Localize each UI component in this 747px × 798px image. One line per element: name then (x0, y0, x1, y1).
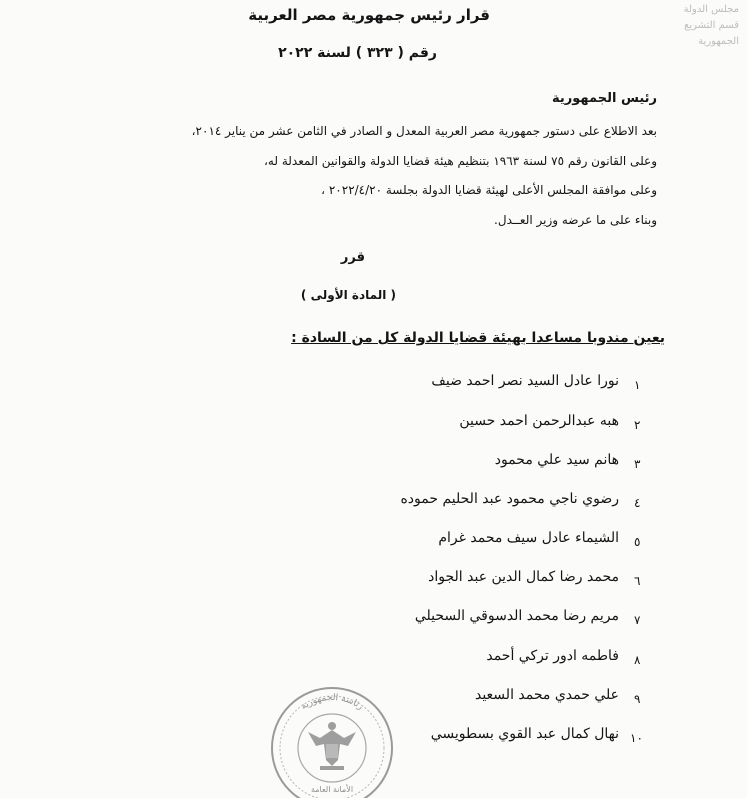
item-name: الشيماء عادل سيف محمد غرام (438, 530, 619, 546)
preamble-line: وبناء على ما عرضه وزير العــدل. (494, 213, 657, 227)
corner-stamp-line-2: قسم التشريع (684, 20, 739, 31)
decision-heading: قرر (340, 250, 365, 265)
item-name: هانم سيد علي محمود (494, 452, 619, 468)
preamble-line: وعلى موافقة المجلس الأعلى لهيئة قضايا الدولة بجلسة ٢٠٢٢/٤/٢٠ ، (321, 183, 657, 197)
item-name: محمد رضا كمال الدين عبد الجواد (428, 569, 619, 585)
svg-text:رئاسة الجمهورية: رئاسة الجمهورية (299, 692, 365, 713)
item-number: ١٠ (630, 731, 643, 745)
item-number: ٨ (634, 653, 641, 667)
item-name: رضوي ناجي محمود عبد الحليم حموده (400, 491, 619, 507)
item-number: ٢ (634, 418, 641, 432)
preamble-heading: رئيس الجمهورية (552, 91, 657, 106)
item-number: ٦ (634, 574, 641, 588)
preamble-line: وعلى القانون رقم ٧٥ لسنة ١٩٦٣ بتنظيم هيئة قضايا الدولة والقوانين المعدلة له، (264, 154, 657, 168)
svg-text:الأمانة العامة: الأمانة العامة (310, 785, 354, 794)
decree-number: رقم ( ٣٢٣ ) لسنة ٢٠٢٢ (278, 45, 437, 61)
item-name: هبه عبدالرحمن احمد حسين (459, 413, 619, 429)
appointment-intro: يعين مندوبا مساعدا بهيئة قضايا الدولة كل من السادة : (291, 330, 665, 346)
corner-stamp-line-1: مجلس الدولة (683, 4, 739, 15)
item-number: ٣ (634, 457, 641, 471)
item-name: فاطمه ادور تركي أحمد (486, 648, 619, 664)
decree-title: قرار رئيس جمهورية مصر العربية (248, 6, 490, 24)
item-number: ٤ (634, 496, 641, 510)
item-name: نورا عادل السيد نصر احمد ضيف (431, 373, 619, 389)
item-name: علي حمدي محمد السعيد (474, 687, 619, 703)
preamble-line: بعد الاطلاع على دستور جمهورية مصر العربية المعدل و الصادر في الثامن عشر من يناير ٢٠١٤، (191, 124, 657, 138)
item-name: مريم رضا محمد الدسوقي السحيلي (414, 608, 619, 624)
item-number: ٩ (634, 692, 641, 706)
eagle-seal-icon (262, 668, 402, 798)
corner-stamp-line-3: الجمهورية (698, 36, 739, 47)
item-number: ٧ (634, 613, 641, 627)
item-number: ٥ (634, 535, 641, 549)
item-number: ١ (634, 378, 641, 392)
item-name: نهال كمال عبد القوي بسطويسي (430, 726, 619, 742)
article-heading: ( المادة الأولى ) (300, 288, 396, 302)
